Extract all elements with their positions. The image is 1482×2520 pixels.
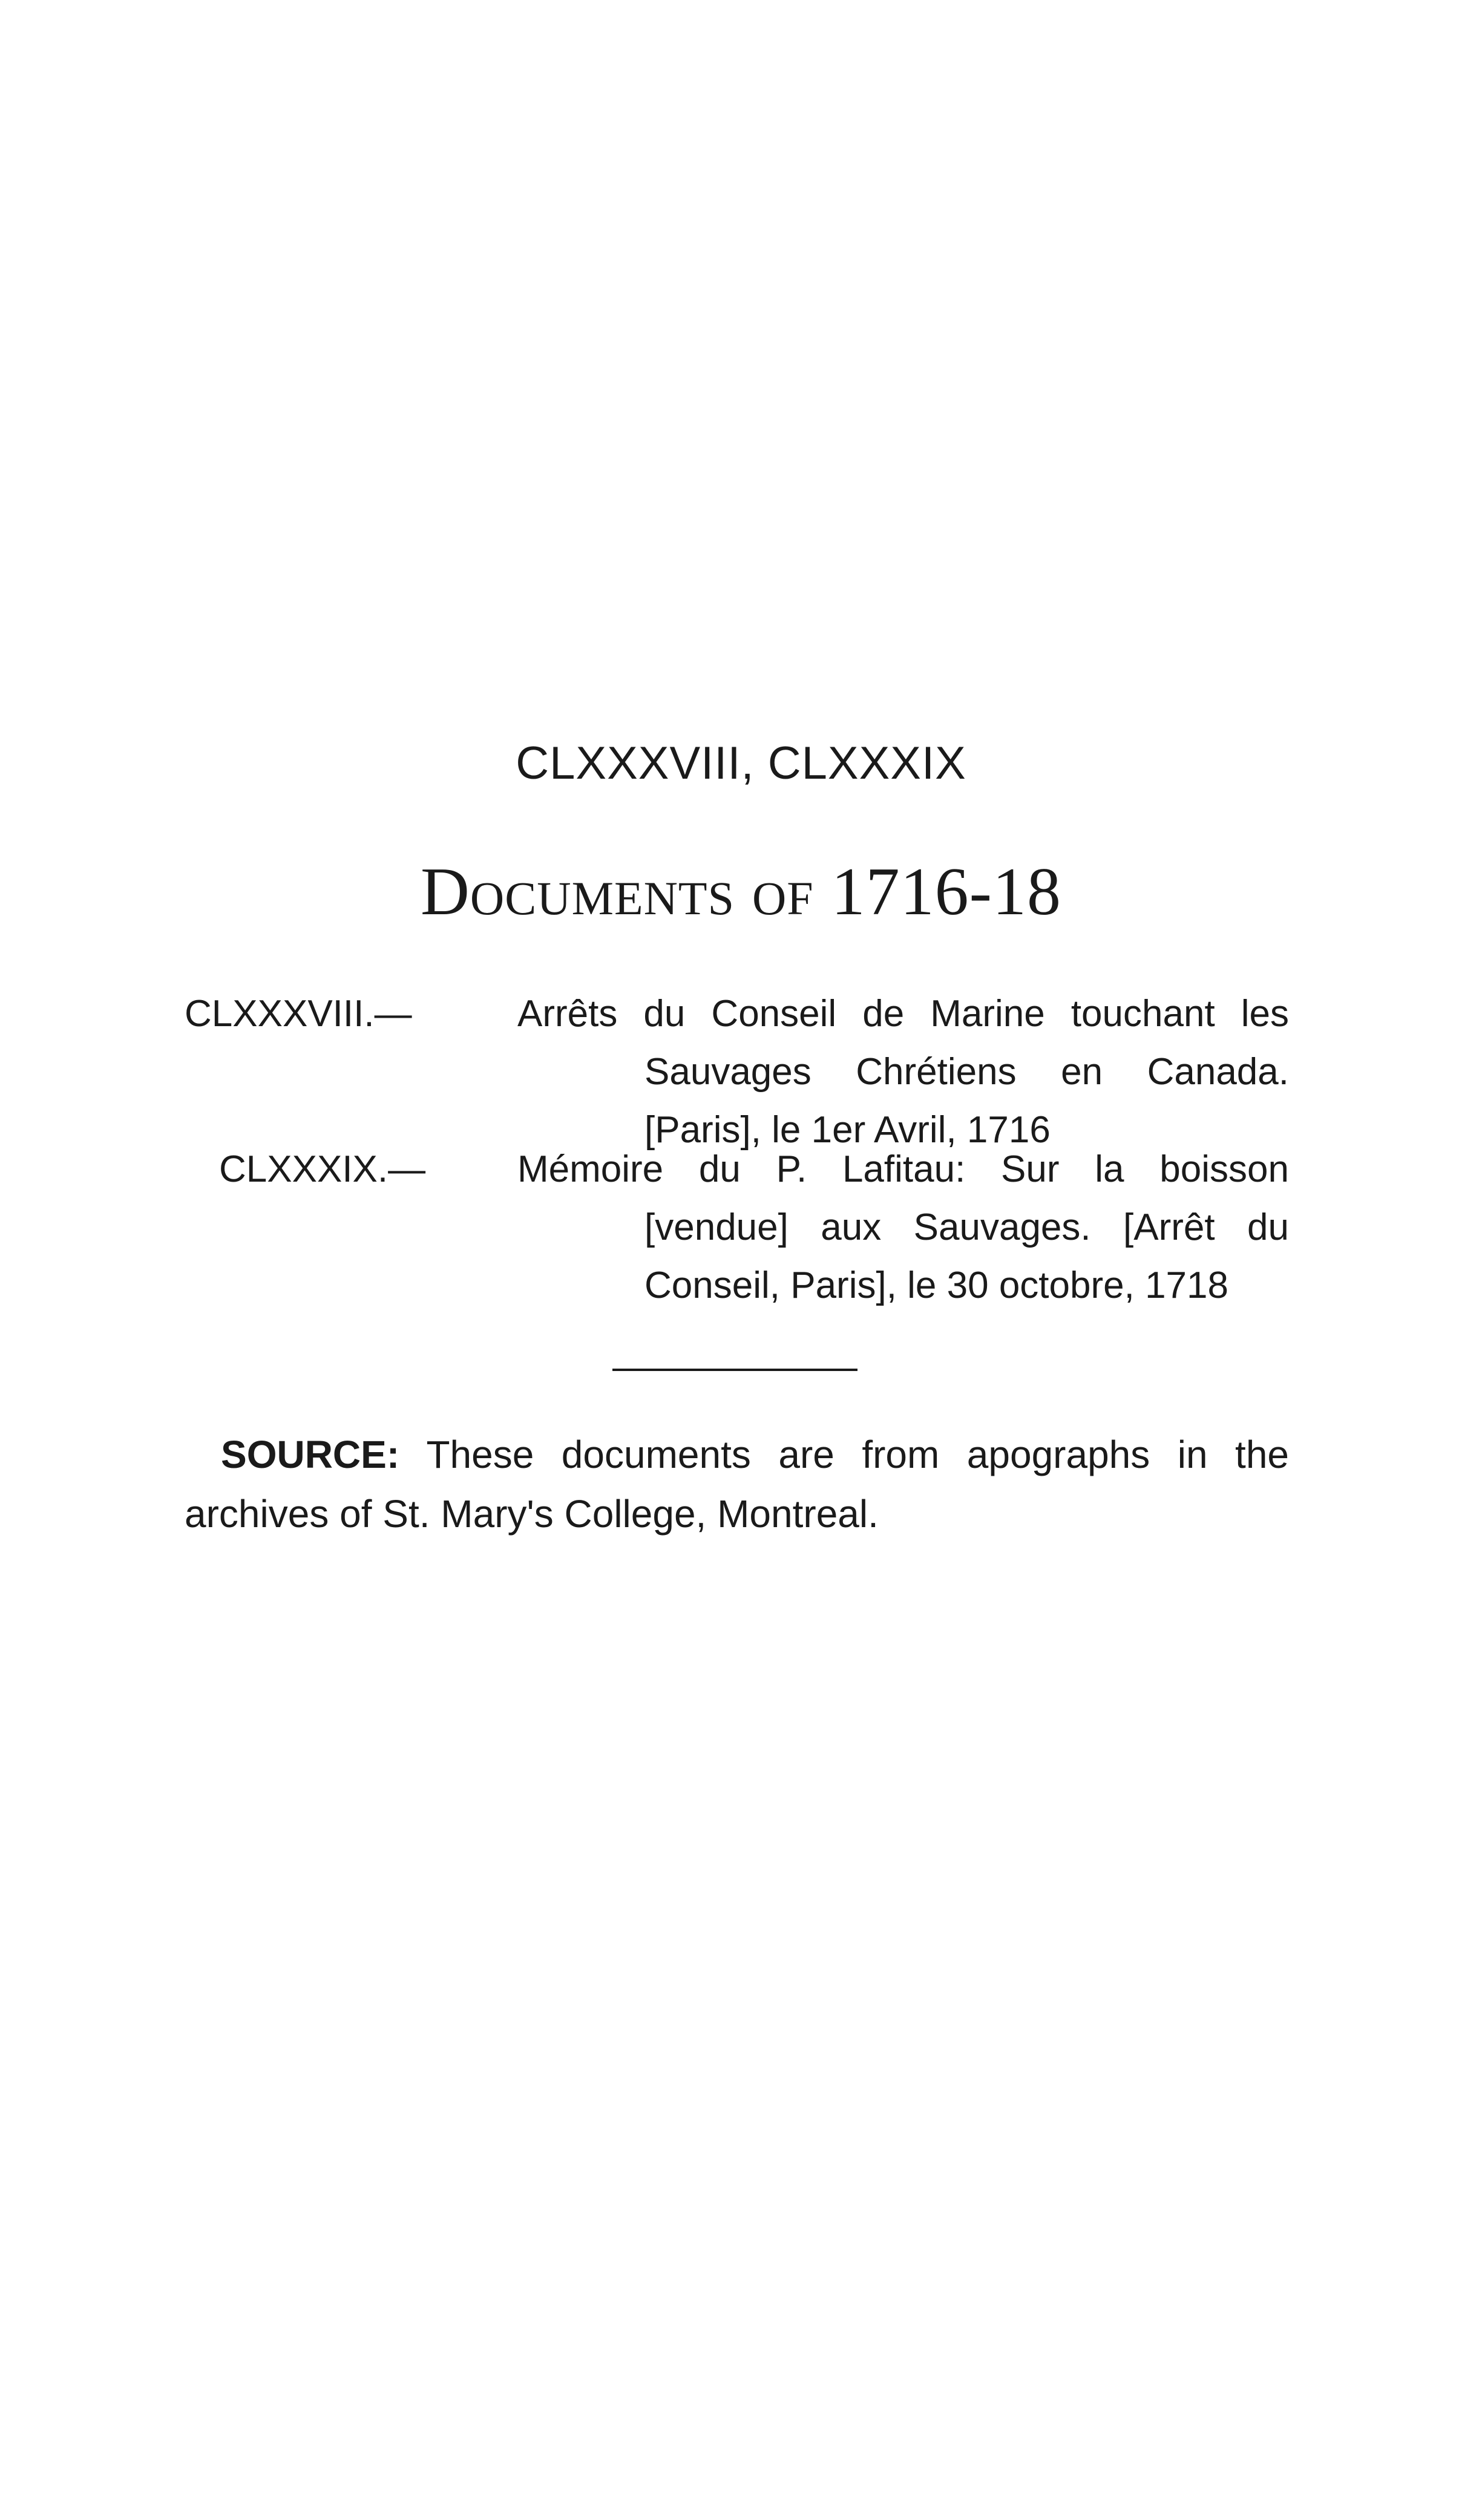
entry-description: Mémoire du P. Lafitau: Sur la boisson [vendue] aux Sauvages. [Arrêt du Conseil, Paris], le 30 octobre, 1718: [517, 1148, 1289, 1306]
document-numbers: CLXXXVIII, CLXXXIX: [516, 738, 966, 789]
entry-number: CLXXXIX.—: [219, 1148, 426, 1190]
entry-description: Arrêts du Conseil de Marine touchant les Sauvages Chrétiens en Canada. [Paris], le 1er Avril, 1716: [517, 993, 1289, 1151]
divider-rule: [612, 1369, 857, 1371]
document-entry: [185, 985, 1289, 1167]
document-entry: [185, 1141, 1289, 1322]
entry-number: CLXXXVIII.—: [185, 993, 412, 1035]
source-label: SOURCE:: [221, 1433, 400, 1476]
page-title: Documents of 1716-18: [421, 854, 1061, 929]
source-text: These documents are from apographs in the archives of St. Mary's College, Montreal.: [185, 1433, 1290, 1536]
source-note: [185, 1425, 1289, 1543]
